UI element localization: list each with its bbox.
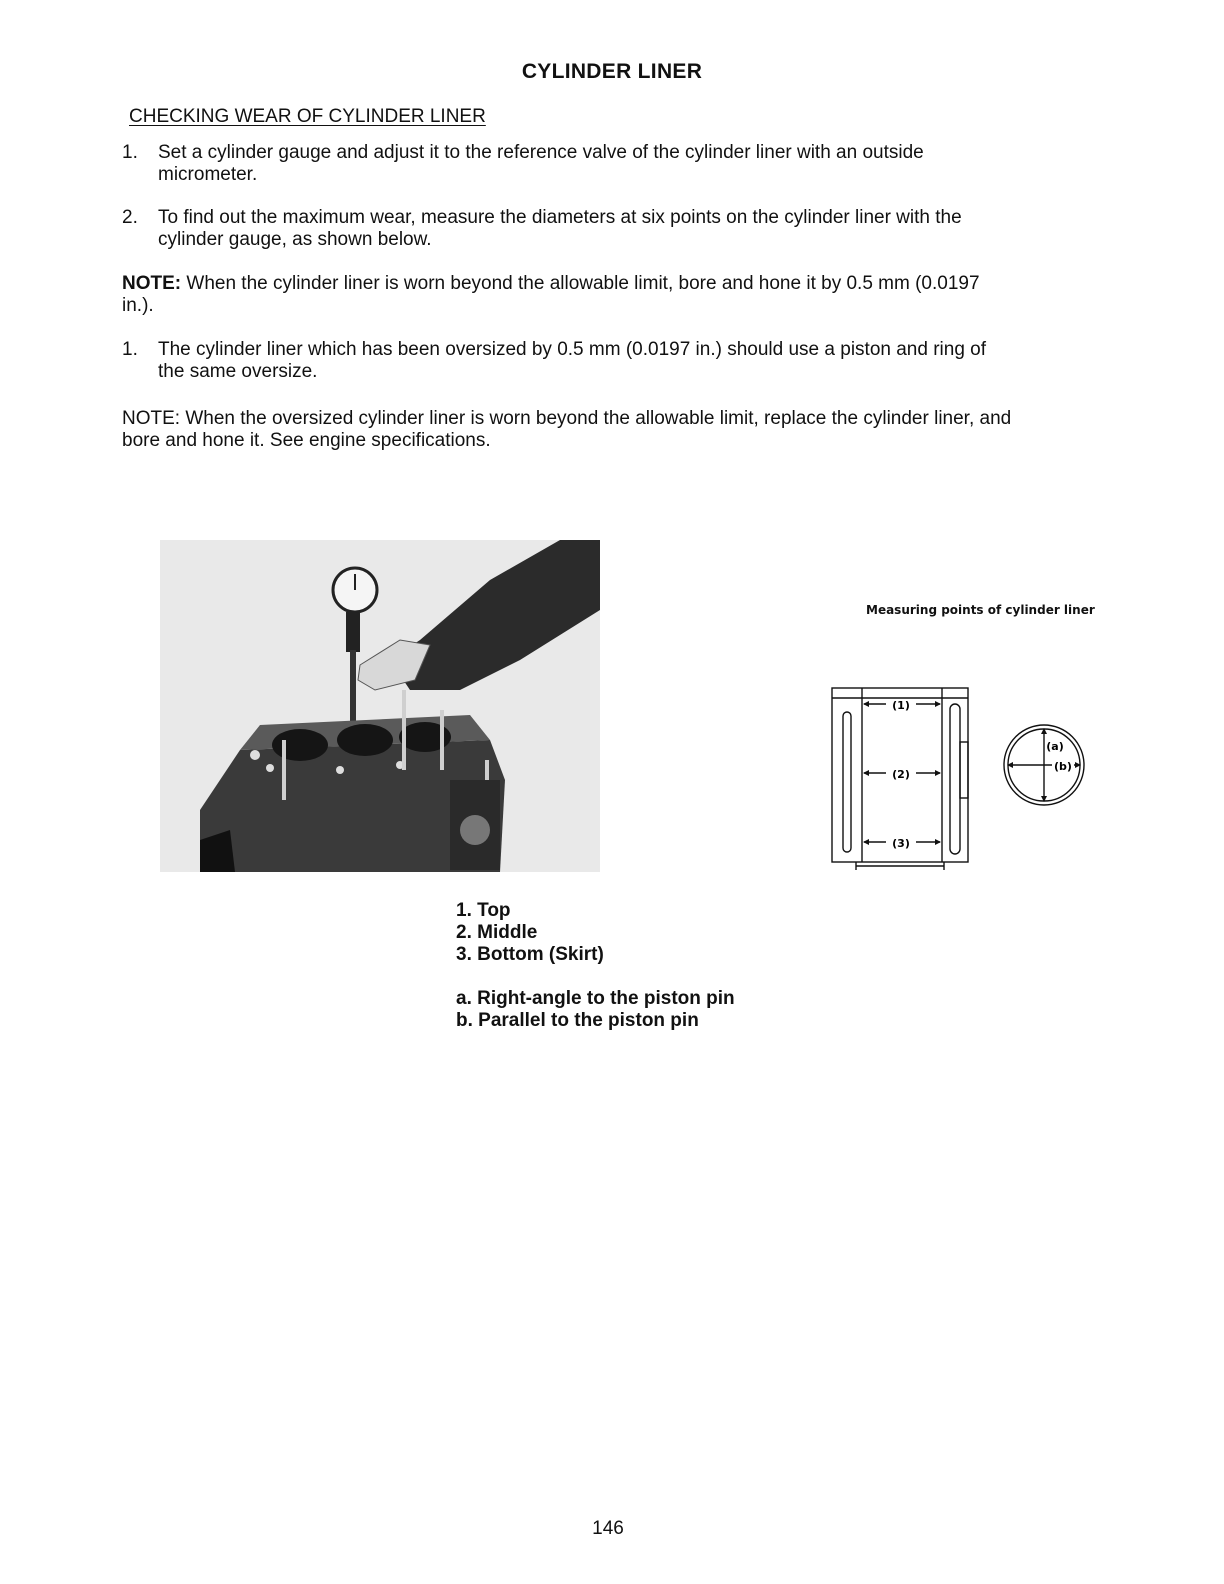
- legend-item-top: 1. Top: [456, 900, 511, 921]
- step-text: To find out the maximum wear, measure the diameters at six points on the cylinder liner with the cylinder gauge, as shown below.: [158, 207, 962, 250]
- direction-a-label: (a): [1046, 740, 1064, 753]
- cylinder-gauge-photo: [160, 540, 600, 872]
- step-text: The cylinder liner which has been oversized by 0.5 mm (0.0197 in.) should use a piston and ring of the same oversize.: [158, 339, 987, 382]
- legend-item-bottom: 3. Bottom (Skirt): [456, 944, 604, 965]
- step-text: Set a cylinder gauge and adjust it to the reference valve of the cylinder liner with an outside micrometer.: [158, 142, 924, 185]
- cylinder-liner-diagram: [826, 682, 1096, 872]
- point-1-label: (1): [892, 699, 910, 712]
- direction-b-label: (b): [1054, 760, 1072, 773]
- step-item: [122, 339, 1012, 383]
- step-number: 1.: [122, 339, 138, 360]
- legend-item-parallel: b. Parallel to the piston pin: [456, 1010, 699, 1031]
- figure-caption: Measuring points of cylinder liner: [866, 603, 1095, 617]
- oversize-note: NOTE: When the oversized cylinder liner is worn beyond the allowable limit, replace the cylinder liner, and bore and hone it. See engine specifications.: [122, 408, 1012, 451]
- step-item: [122, 207, 1012, 251]
- step-number: 1.: [122, 142, 138, 163]
- legend-item-right-angle: a. Right-angle to the piston pin: [456, 988, 735, 1009]
- point-3-label: (3): [892, 837, 910, 850]
- page-number: 146: [592, 1518, 624, 1539]
- step-number: 2.: [122, 207, 138, 228]
- point-2-label: (2): [892, 768, 910, 781]
- note-label: NOTE:: [122, 273, 182, 294]
- note-paragraph: [122, 273, 1012, 317]
- section-heading: CHECKING WEAR OF CYLINDER LINER: [129, 106, 486, 127]
- legend-item-middle: 2. Middle: [456, 922, 538, 943]
- page-title: CYLINDER LINER: [521, 60, 703, 83]
- level-legend: [456, 900, 604, 966]
- direction-legend: [456, 988, 735, 1032]
- note-text: When the cylinder liner is worn beyond the allowable limit, bore and hone it by 0.5 mm (0.0197 in.).: [122, 273, 980, 316]
- steps-list-a: [122, 142, 1012, 251]
- steps-list-b: [122, 339, 1012, 383]
- step-item: [122, 142, 1012, 186]
